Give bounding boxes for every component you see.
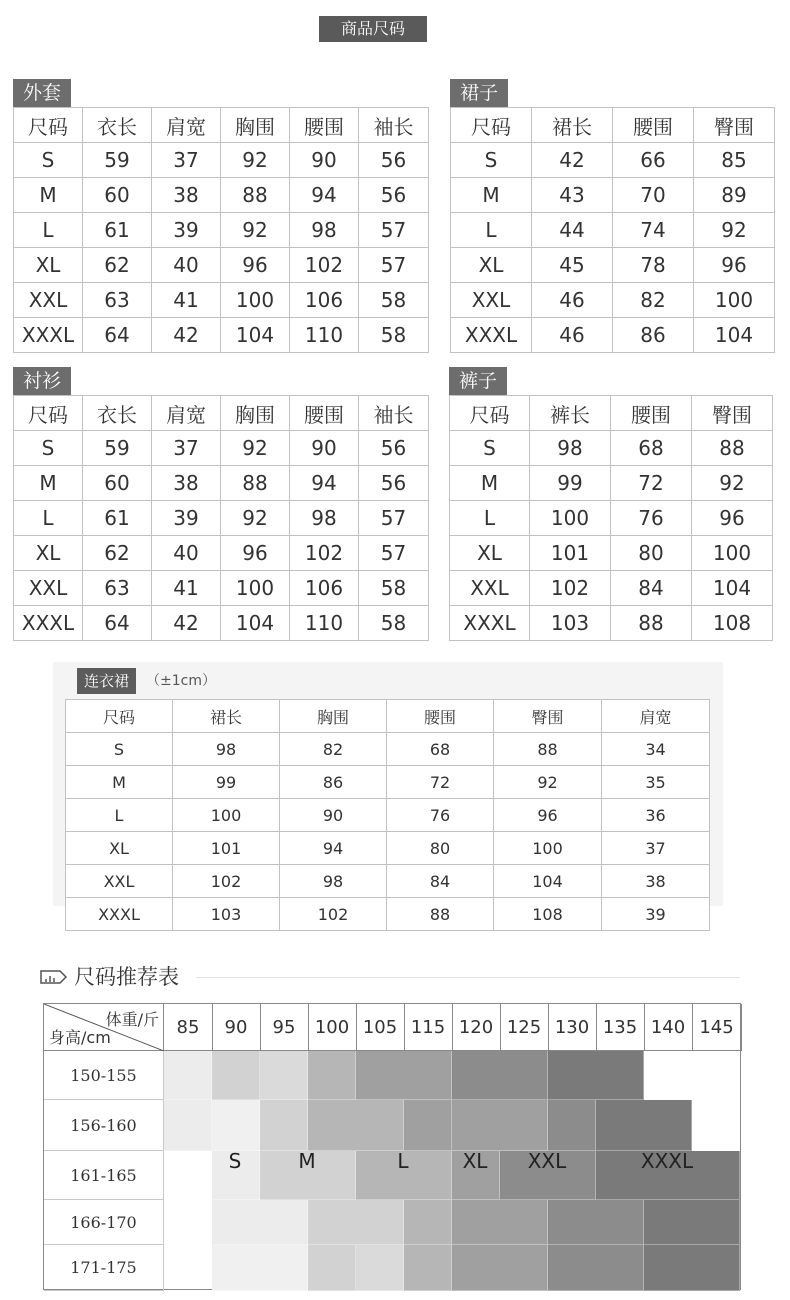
- table-cell: 57: [359, 536, 429, 571]
- table-cell: 82: [613, 283, 694, 318]
- table-cell: 100: [694, 283, 775, 318]
- table-cell: 37: [602, 832, 710, 865]
- height-row-label: 156-160: [44, 1100, 164, 1151]
- table-cell: 92: [692, 466, 773, 501]
- table-row: [66, 832, 710, 865]
- size-zone-l: [308, 1100, 404, 1151]
- table-cell: 96: [494, 799, 602, 832]
- table-cell: 90: [290, 431, 359, 466]
- table-cell: 84: [387, 865, 494, 898]
- size-zone-m: [356, 1245, 404, 1291]
- table-cell: 100: [221, 283, 290, 318]
- size-zone-m: [260, 1051, 308, 1100]
- table-cell: M: [450, 466, 530, 501]
- table-cell: XL: [450, 536, 530, 571]
- table-cell: XXL: [14, 571, 83, 606]
- table-cell: 40: [152, 248, 221, 283]
- table-row: [450, 466, 773, 501]
- table-cell: 41: [152, 283, 221, 318]
- table-cell: XXXL: [451, 318, 532, 353]
- table-cell: 98: [173, 733, 280, 766]
- table-cell: 102: [173, 865, 280, 898]
- table-cell: 41: [152, 571, 221, 606]
- size-zone-l: [404, 1200, 452, 1245]
- height-row-label: 161-165: [44, 1151, 164, 1200]
- page-title: 商品尺码: [319, 16, 427, 42]
- table-cell: 82: [280, 733, 387, 766]
- height-row-label: 171-175: [44, 1245, 164, 1291]
- column-header: 尺码: [14, 396, 83, 431]
- table-cell: 70: [613, 178, 694, 213]
- size-zone-s: [212, 1100, 260, 1151]
- shirt-size-table: [13, 395, 429, 641]
- table-cell: M: [451, 178, 532, 213]
- table-row: [14, 501, 429, 536]
- table-cell: L: [451, 213, 532, 248]
- table-row: [450, 536, 773, 571]
- table-cell: 103: [173, 898, 280, 931]
- table-cell: 88: [611, 606, 692, 641]
- weight-header-cell: 145: [692, 1004, 742, 1051]
- pants-title-tag: 裤子: [449, 367, 507, 395]
- weight-header-cell: 105: [356, 1004, 405, 1051]
- table-cell: 63: [83, 283, 152, 318]
- table-row: [14, 571, 429, 606]
- table-cell: 89: [694, 178, 775, 213]
- table-cell: XXL: [66, 865, 173, 898]
- shirt-title-tag: 衬衫: [13, 367, 71, 395]
- table-cell: 62: [83, 248, 152, 283]
- size-zone-m: [308, 1245, 356, 1291]
- table-cell: 92: [494, 766, 602, 799]
- coat-title-tag: 外套: [13, 79, 71, 107]
- size-zone-xxl: [548, 1200, 644, 1245]
- table-cell: 56: [359, 143, 429, 178]
- table-cell: 110: [290, 606, 359, 641]
- table-cell: 37: [152, 431, 221, 466]
- table-row: [451, 318, 775, 353]
- column-header: 腰围: [290, 396, 359, 431]
- column-header: 尺码: [66, 700, 173, 733]
- table-cell: 104: [494, 865, 602, 898]
- table-cell: 96: [221, 536, 290, 571]
- table-cell: 44: [532, 213, 613, 248]
- table-cell: S: [450, 431, 530, 466]
- table-row: [450, 501, 773, 536]
- header-divider: [196, 977, 740, 978]
- dress-title-tag: 连衣裙: [77, 668, 136, 694]
- table-row: [450, 571, 773, 606]
- table-cell: 94: [290, 178, 359, 213]
- table-cell: 60: [83, 466, 152, 501]
- size-zone-xxl: [548, 1245, 644, 1291]
- table-cell: 64: [83, 606, 152, 641]
- table-cell: 102: [530, 571, 611, 606]
- size-zone-s: [212, 1245, 308, 1291]
- table-cell: 98: [290, 213, 359, 248]
- size-label-xxxl: XXXL: [640, 1149, 694, 1173]
- weight-header-cell: 140: [644, 1004, 693, 1051]
- table-row: [451, 178, 775, 213]
- table-cell: 59: [83, 431, 152, 466]
- table-cell: XL: [451, 248, 532, 283]
- column-header: 肩宽: [152, 108, 221, 143]
- table-cell: 38: [152, 178, 221, 213]
- table-cell: 106: [290, 283, 359, 318]
- height-axis-label: 身高/cm: [49, 1028, 111, 1047]
- table-cell: 90: [290, 143, 359, 178]
- size-zone-m: [308, 1200, 404, 1245]
- table-cell: 35: [602, 766, 710, 799]
- size-zone-xl: [452, 1200, 548, 1245]
- table-header-row: [450, 396, 773, 431]
- weight-header-cell: 125: [500, 1004, 549, 1051]
- table-row: [14, 143, 429, 178]
- recommendation-header: [40, 961, 740, 993]
- size-zone-l: [404, 1245, 452, 1291]
- column-header: 裙长: [532, 108, 613, 143]
- table-cell: 102: [280, 898, 387, 931]
- table-cell: 86: [613, 318, 694, 353]
- size-zone-xxxl: [644, 1200, 740, 1245]
- table-cell: 96: [221, 248, 290, 283]
- table-cell: 92: [221, 431, 290, 466]
- column-header: 袖长: [359, 108, 429, 143]
- table-cell: 57: [359, 501, 429, 536]
- table-row: [451, 248, 775, 283]
- column-header: 衣长: [83, 396, 152, 431]
- table-cell: 98: [280, 865, 387, 898]
- size-zone-xl: [356, 1051, 452, 1100]
- size-zone-s: [212, 1200, 308, 1245]
- table-row: [66, 898, 710, 931]
- dress-size-section: [65, 699, 710, 931]
- table-cell: 88: [494, 733, 602, 766]
- table-row: [14, 606, 429, 641]
- size-zone-xxxl: [596, 1100, 692, 1151]
- table-cell: XXXL: [14, 318, 83, 353]
- size-label-m: M: [298, 1149, 316, 1173]
- table-cell: 61: [83, 213, 152, 248]
- table-row: [14, 536, 429, 571]
- table-cell: 102: [290, 536, 359, 571]
- table-row: [14, 466, 429, 501]
- table-cell: 88: [221, 178, 290, 213]
- skirt-size-section: [450, 79, 775, 353]
- table-cell: 85: [694, 143, 775, 178]
- table-cell: XXL: [450, 571, 530, 606]
- column-header: 胸围: [280, 700, 387, 733]
- column-header: 腰围: [613, 108, 694, 143]
- skirt-size-table: [450, 107, 775, 353]
- table-cell: 34: [602, 733, 710, 766]
- table-header-row: [451, 108, 775, 143]
- table-cell: 92: [221, 501, 290, 536]
- size-zone-xxl: [452, 1051, 548, 1100]
- table-cell: 84: [611, 571, 692, 606]
- table-cell: 94: [290, 466, 359, 501]
- table-row: [450, 431, 773, 466]
- table-cell: 63: [83, 571, 152, 606]
- table-cell: 38: [602, 865, 710, 898]
- table-cell: XL: [14, 536, 83, 571]
- size-zone-xl: [404, 1100, 452, 1151]
- table-cell: XL: [66, 832, 173, 865]
- table-cell: 98: [530, 431, 611, 466]
- column-header: 臀围: [692, 396, 773, 431]
- table-row: [66, 766, 710, 799]
- table-cell: XL: [14, 248, 83, 283]
- size-label-xl: XL: [462, 1149, 488, 1173]
- column-header: 袖长: [359, 396, 429, 431]
- table-cell: 100: [494, 832, 602, 865]
- table-header-row: [66, 700, 710, 733]
- table-cell: 108: [494, 898, 602, 931]
- table-cell: 104: [221, 318, 290, 353]
- table-cell: 98: [290, 501, 359, 536]
- table-cell: 62: [83, 536, 152, 571]
- table-cell: 72: [387, 766, 494, 799]
- table-cell: 99: [173, 766, 280, 799]
- table-cell: 101: [173, 832, 280, 865]
- weight-header-cell: 120: [452, 1004, 501, 1051]
- table-cell: 58: [359, 606, 429, 641]
- column-header: 尺码: [14, 108, 83, 143]
- table-cell: 100: [530, 501, 611, 536]
- height-row-label: 166-170: [44, 1200, 164, 1245]
- column-header: 胸围: [221, 108, 290, 143]
- recommendation-title: 尺码推荐表: [74, 965, 179, 989]
- weight-header-cell: 85: [164, 1004, 213, 1051]
- table-cell: 110: [290, 318, 359, 353]
- table-cell: 60: [83, 178, 152, 213]
- table-cell: L: [450, 501, 530, 536]
- table-cell: XXXL: [14, 606, 83, 641]
- table-cell: 100: [173, 799, 280, 832]
- table-cell: 42: [532, 143, 613, 178]
- table-cell: 88: [387, 898, 494, 931]
- table-row: [14, 318, 429, 353]
- table-cell: 92: [221, 143, 290, 178]
- height-row-label: 150-155: [44, 1051, 164, 1100]
- table-cell: S: [66, 733, 173, 766]
- table-cell: 56: [359, 178, 429, 213]
- table-cell: 39: [602, 898, 710, 931]
- table-cell: 92: [694, 213, 775, 248]
- table-cell: 42: [152, 318, 221, 353]
- table-cell: S: [451, 143, 532, 178]
- ruler-chart-icon: [40, 969, 68, 985]
- table-cell: 80: [611, 536, 692, 571]
- table-cell: 37: [152, 143, 221, 178]
- table-cell: 40: [152, 536, 221, 571]
- table-row: [66, 733, 710, 766]
- table-cell: 57: [359, 213, 429, 248]
- pants-size-section: [449, 367, 773, 641]
- table-cell: 92: [221, 213, 290, 248]
- size-zone-s: [164, 1051, 212, 1100]
- table-row: [14, 283, 429, 318]
- table-cell: 58: [359, 283, 429, 318]
- table-cell: M: [14, 466, 83, 501]
- table-cell: 94: [280, 832, 387, 865]
- size-zone-xxl: [548, 1100, 596, 1151]
- table-cell: 38: [152, 466, 221, 501]
- table-cell: 42: [152, 606, 221, 641]
- size-zone-l: [308, 1051, 356, 1100]
- table-cell: 46: [532, 318, 613, 353]
- table-cell: 88: [221, 466, 290, 501]
- table-row: [14, 178, 429, 213]
- column-header: 裙长: [173, 700, 280, 733]
- weight-header-cell: 130: [548, 1004, 597, 1051]
- table-cell: 76: [387, 799, 494, 832]
- table-cell: 61: [83, 501, 152, 536]
- table-cell: 102: [290, 248, 359, 283]
- table-row: [14, 431, 429, 466]
- table-cell: 108: [692, 606, 773, 641]
- size-zone-xxxl: [644, 1245, 740, 1291]
- weight-header-cell: 95: [260, 1004, 309, 1051]
- table-cell: XXL: [451, 283, 532, 318]
- table-header-row: [14, 108, 429, 143]
- table-cell: 68: [611, 431, 692, 466]
- table-header-row: [14, 396, 429, 431]
- table-row: [66, 865, 710, 898]
- size-zone-m: [212, 1051, 260, 1100]
- table-cell: 59: [83, 143, 152, 178]
- weight-header-cell: 100: [308, 1004, 357, 1051]
- table-cell: 88: [692, 431, 773, 466]
- table-cell: M: [66, 766, 173, 799]
- size-zone-m: [260, 1100, 308, 1151]
- pants-size-table: [449, 395, 773, 641]
- table-cell: 39: [152, 213, 221, 248]
- weight-axis-label: 体重/斤: [105, 1010, 159, 1029]
- column-header: 肩宽: [152, 396, 221, 431]
- column-header: 衣长: [83, 108, 152, 143]
- size-zone-s: [164, 1100, 212, 1151]
- table-cell: 64: [83, 318, 152, 353]
- table-cell: 106: [290, 571, 359, 606]
- column-header: 尺码: [451, 108, 532, 143]
- column-header: 臀围: [694, 108, 775, 143]
- table-cell: 68: [387, 733, 494, 766]
- table-cell: 66: [613, 143, 694, 178]
- size-label-l: L: [397, 1149, 409, 1173]
- table-cell: S: [14, 143, 83, 178]
- table-cell: 99: [530, 466, 611, 501]
- table-cell: 72: [611, 466, 692, 501]
- column-header: 腰围: [611, 396, 692, 431]
- dress-tolerance-note: （±1cm）: [146, 673, 216, 689]
- size-zone-xl: [452, 1245, 548, 1291]
- table-cell: 80: [387, 832, 494, 865]
- dress-header: [77, 668, 216, 694]
- size-recommendation-chart: [43, 1003, 741, 1290]
- table-cell: 46: [532, 283, 613, 318]
- table-cell: 104: [692, 571, 773, 606]
- table-cell: 76: [611, 501, 692, 536]
- shirt-size-section: [13, 367, 429, 641]
- column-header: 肩宽: [602, 700, 710, 733]
- column-header: 尺码: [450, 396, 530, 431]
- size-zone-xxxl: [548, 1051, 644, 1100]
- table-row: [451, 143, 775, 178]
- table-cell: 100: [221, 571, 290, 606]
- table-cell: 39: [152, 501, 221, 536]
- table-cell: L: [66, 799, 173, 832]
- weight-header-cell: 135: [596, 1004, 645, 1051]
- table-cell: 36: [602, 799, 710, 832]
- table-row: [451, 283, 775, 318]
- table-cell: XXXL: [66, 898, 173, 931]
- table-cell: 101: [530, 536, 611, 571]
- table-row: [14, 248, 429, 283]
- table-cell: 56: [359, 431, 429, 466]
- skirt-title-tag: 裙子: [450, 79, 508, 107]
- coat-size-section: [13, 79, 429, 353]
- axis-corner-cell: [44, 1004, 164, 1051]
- table-cell: 74: [613, 213, 694, 248]
- table-cell: 104: [694, 318, 775, 353]
- column-header: 腰围: [290, 108, 359, 143]
- weight-header-cell: 90: [212, 1004, 261, 1051]
- table-cell: 96: [692, 501, 773, 536]
- table-cell: L: [14, 501, 83, 536]
- column-header: 胸围: [221, 396, 290, 431]
- table-cell: 103: [530, 606, 611, 641]
- column-header: 臀围: [494, 700, 602, 733]
- column-header: 腰围: [387, 700, 494, 733]
- table-cell: XXL: [14, 283, 83, 318]
- table-cell: XXXL: [450, 606, 530, 641]
- table-cell: 86: [280, 766, 387, 799]
- table-cell: L: [14, 213, 83, 248]
- table-cell: 56: [359, 466, 429, 501]
- weight-header-cell: 115: [404, 1004, 453, 1051]
- table-cell: 58: [359, 318, 429, 353]
- table-row: [14, 213, 429, 248]
- size-label-s: S: [228, 1149, 242, 1173]
- table-cell: 90: [280, 799, 387, 832]
- table-cell: 57: [359, 248, 429, 283]
- table-cell: 100: [692, 536, 773, 571]
- table-row: [66, 799, 710, 832]
- table-cell: 78: [613, 248, 694, 283]
- table-cell: S: [14, 431, 83, 466]
- coat-size-table: [13, 107, 429, 353]
- table-cell: 45: [532, 248, 613, 283]
- table-row: [450, 606, 773, 641]
- table-cell: M: [14, 178, 83, 213]
- table-cell: 58: [359, 571, 429, 606]
- size-label-xxl: XXL: [527, 1149, 567, 1173]
- dress-size-table: [65, 699, 710, 931]
- table-cell: 43: [532, 178, 613, 213]
- table-cell: 96: [694, 248, 775, 283]
- table-cell: 104: [221, 606, 290, 641]
- size-zone-xl: [452, 1100, 548, 1151]
- column-header: 裤长: [530, 396, 611, 431]
- table-row: [451, 213, 775, 248]
